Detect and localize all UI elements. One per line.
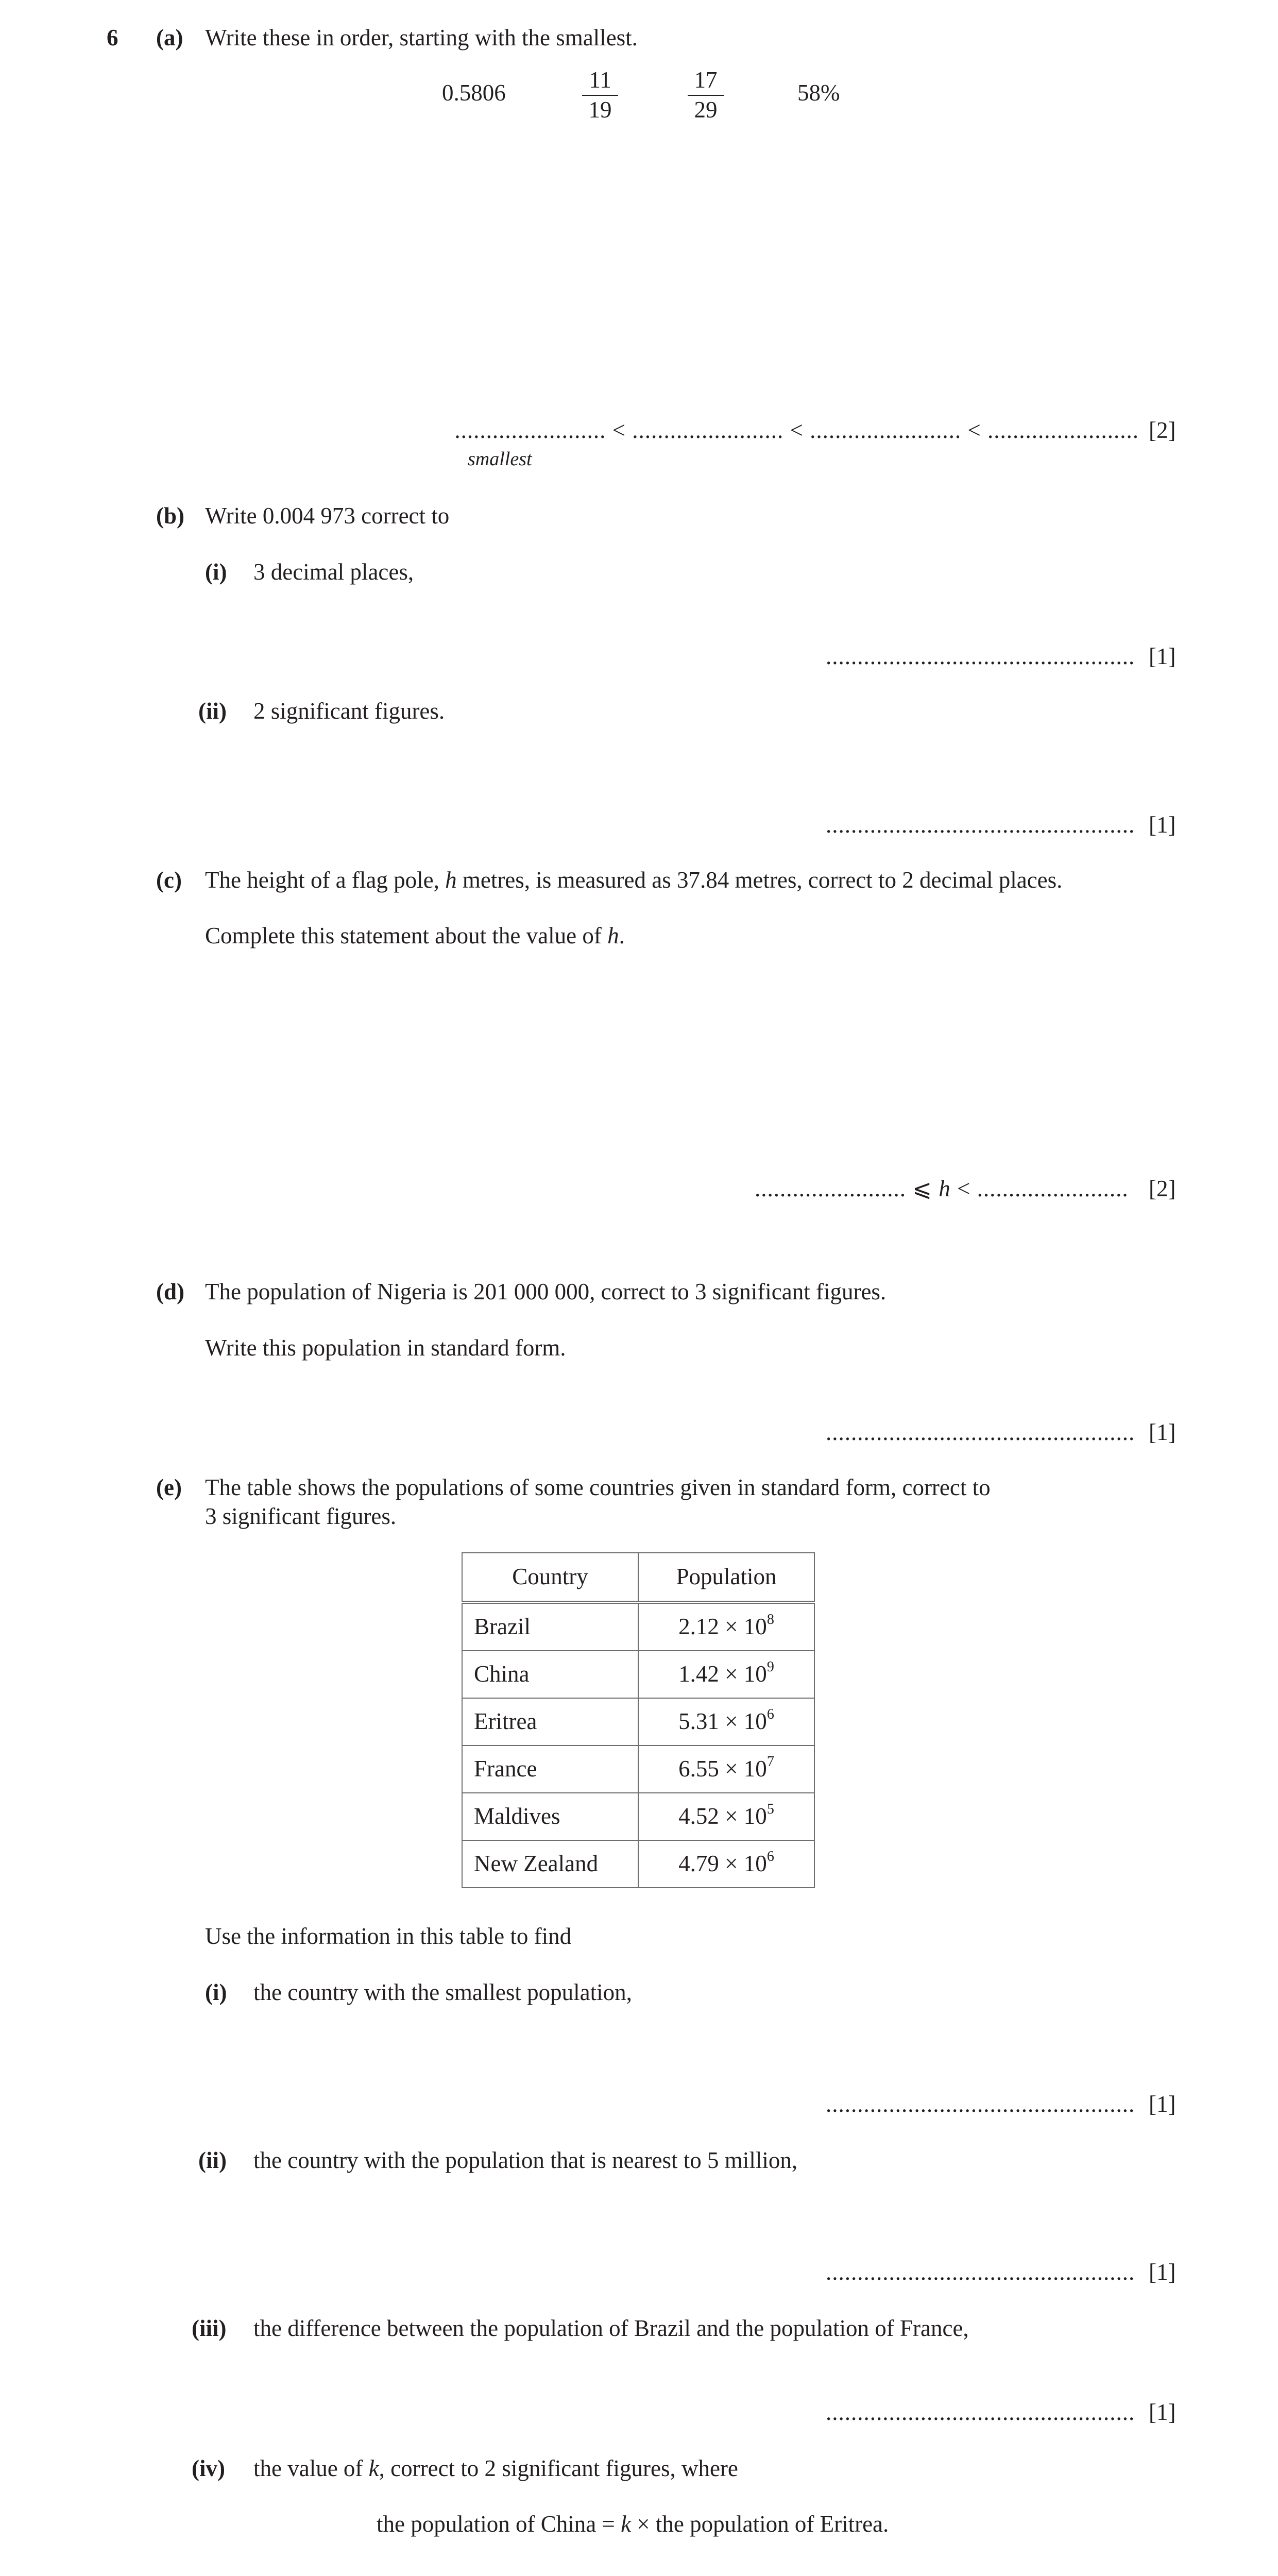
marks-d: [1] — [1149, 1419, 1176, 1445]
fraction-denominator: 19 — [588, 96, 612, 123]
answer-line-e-iii[interactable]: ................................................. — [826, 2399, 1135, 2425]
item-fraction-11-19 — [582, 67, 618, 124]
smallest-label: smallest — [468, 448, 532, 470]
table-row — [462, 1651, 814, 1698]
part-e-iii-text: the difference between the population of Brazil and the population of France, — [253, 2315, 969, 2341]
less-than: < — [950, 1176, 977, 1201]
prompt-text: The height of a flag pole, — [205, 867, 446, 893]
marks-e-ii: [1] — [1149, 2259, 1176, 2285]
mantissa: 1.42 — [678, 1661, 719, 1687]
mantissa: 6.55 — [678, 1756, 719, 1782]
use-information-text: Use the information in this table to find — [205, 1923, 572, 1949]
population-cell — [638, 1698, 814, 1745]
part-d-instruction: Write this population in standard form. — [205, 1335, 566, 1361]
part-b-label: (b) — [156, 503, 184, 529]
times-ten: × 10 — [719, 1851, 767, 1877]
exponent: 6 — [766, 1849, 774, 1865]
part-e-iv-label: (iv) — [192, 2455, 225, 2481]
country-cell: Maldives — [462, 1793, 638, 1840]
population-cell — [638, 1793, 814, 1840]
item-fraction-17-29 — [688, 67, 724, 124]
table-row — [462, 1745, 814, 1793]
header-country: Country — [462, 1553, 638, 1602]
country-cell: France — [462, 1745, 638, 1793]
country-cell: New Zealand — [462, 1840, 638, 1888]
population-cell — [638, 1745, 814, 1793]
iv-text: , correct to 2 significant figures, where — [379, 2455, 738, 2481]
marks-e-iii: [1] — [1149, 2399, 1176, 2425]
exponent: 8 — [766, 1612, 774, 1628]
part-d-label: (d) — [156, 1279, 184, 1304]
equation-text: × the population of Eritrea. — [631, 2511, 889, 2537]
part-b-ii-text: 2 significant figures. — [253, 698, 445, 724]
part-a-prompt: Write these in order, starting with the smallest. — [205, 25, 638, 50]
population-table — [462, 1552, 815, 1888]
equation-text: the population of China = — [377, 2511, 621, 2537]
part-a-label: (a) — [156, 25, 183, 50]
variable-h: h — [939, 1176, 951, 1201]
fraction-numerator: 17 — [688, 67, 724, 96]
answer-line-d[interactable]: ................................................. — [826, 1419, 1135, 1445]
variable-k: k — [368, 2455, 379, 2481]
country-cell: China — [462, 1651, 638, 1698]
answer-line-e-ii[interactable]: ................................................. — [826, 2259, 1135, 2285]
times-ten: × 10 — [719, 1614, 767, 1640]
fraction-numerator: 11 — [582, 67, 618, 96]
question-number: 6 — [107, 25, 118, 50]
exponent: 6 — [766, 1706, 774, 1723]
marks-c: [2] — [1149, 1176, 1176, 1201]
mantissa: 4.79 — [678, 1851, 719, 1877]
part-b-i-text: 3 decimal places, — [253, 559, 414, 585]
instruction-text: . — [619, 923, 625, 948]
part-c-label: (c) — [156, 867, 182, 893]
marks-a: [2] — [1149, 417, 1176, 443]
part-e-i-text: the country with the smallest population, — [253, 1979, 632, 2005]
iv-text: the value of — [253, 2455, 369, 2481]
answer-line-e-i[interactable]: ................................................. — [826, 2091, 1135, 2117]
upper-bound-line[interactable]: ........................ — [977, 1176, 1129, 1201]
variable-h: h — [607, 923, 619, 948]
exponent: 9 — [766, 1659, 774, 1675]
table-row — [462, 1840, 814, 1888]
lower-bound-line[interactable]: ........................ — [755, 1176, 906, 1201]
part-c-instruction — [205, 923, 625, 950]
times-ten: × 10 — [719, 1708, 767, 1735]
country-cell: Brazil — [462, 1602, 638, 1651]
part-e-iv-text — [253, 2455, 738, 2482]
mantissa: 5.31 — [678, 1708, 719, 1735]
population-equation — [377, 2511, 889, 2538]
part-e-prompt-line1: The table shows the populations of some countries given in standard form, correct to — [205, 1475, 991, 1500]
part-e-prompt-line2: 3 significant figures. — [205, 1503, 397, 1529]
part-b-i-label: (i) — [205, 559, 227, 585]
instruction-text: Complete this statement about the value of — [205, 923, 608, 948]
exponent: 5 — [766, 1801, 774, 1818]
country-cell: Eritrea — [462, 1698, 638, 1745]
item-percent: 58% — [797, 80, 840, 106]
population-cell — [638, 1651, 814, 1698]
part-d-prompt: The population of Nigeria is 201 000 000, correct to 3 significant figures. — [205, 1279, 887, 1304]
prompt-text: metres, is measured as 37.84 metres, correct to 2 decimal places. — [456, 867, 1063, 893]
part-c-prompt — [205, 867, 1062, 894]
part-e-iii-label: (iii) — [192, 2315, 227, 2341]
times-ten: × 10 — [719, 1756, 767, 1782]
population-cell — [638, 1602, 814, 1651]
part-e-i-label: (i) — [205, 1979, 227, 2005]
mantissa: 4.52 — [678, 1803, 719, 1829]
population-cell — [638, 1840, 814, 1888]
table-row — [462, 1602, 814, 1651]
variable-k: k — [621, 2511, 632, 2537]
marks-b-ii: [1] — [1149, 812, 1176, 838]
marks-e-i: [1] — [1149, 2091, 1176, 2117]
answer-line-b-ii[interactable]: ................................................. — [826, 812, 1135, 838]
part-b-ii-label: (ii) — [198, 698, 227, 724]
header-population: Population — [638, 1553, 814, 1602]
bound-statement — [755, 1176, 1129, 1202]
times-ten: × 10 — [719, 1803, 767, 1829]
exponent: 7 — [766, 1754, 774, 1770]
item-decimal: 0.5806 — [442, 80, 506, 106]
less-or-equal: ⩽ — [906, 1176, 939, 1201]
variable-h: h — [445, 867, 457, 893]
table-header-row — [462, 1553, 814, 1602]
fraction-denominator: 29 — [694, 96, 718, 123]
part-e-ii-text: the country with the population that is nearest to 5 million, — [253, 2147, 798, 2173]
marks-b-i: [1] — [1149, 643, 1176, 669]
times-ten: × 10 — [719, 1661, 767, 1687]
part-e-ii-label: (ii) — [198, 2147, 227, 2173]
answer-line-b-i[interactable]: ................................................. — [826, 643, 1135, 669]
order-answer-line[interactable]: ........................ < ........................ < ........................ < ........................ — [454, 417, 1139, 443]
table-row — [462, 1698, 814, 1745]
mantissa: 2.12 — [678, 1614, 719, 1640]
part-b-prompt: Write 0.004 973 correct to — [205, 503, 450, 529]
table-row — [462, 1793, 814, 1840]
part-e-label: (e) — [156, 1475, 182, 1500]
